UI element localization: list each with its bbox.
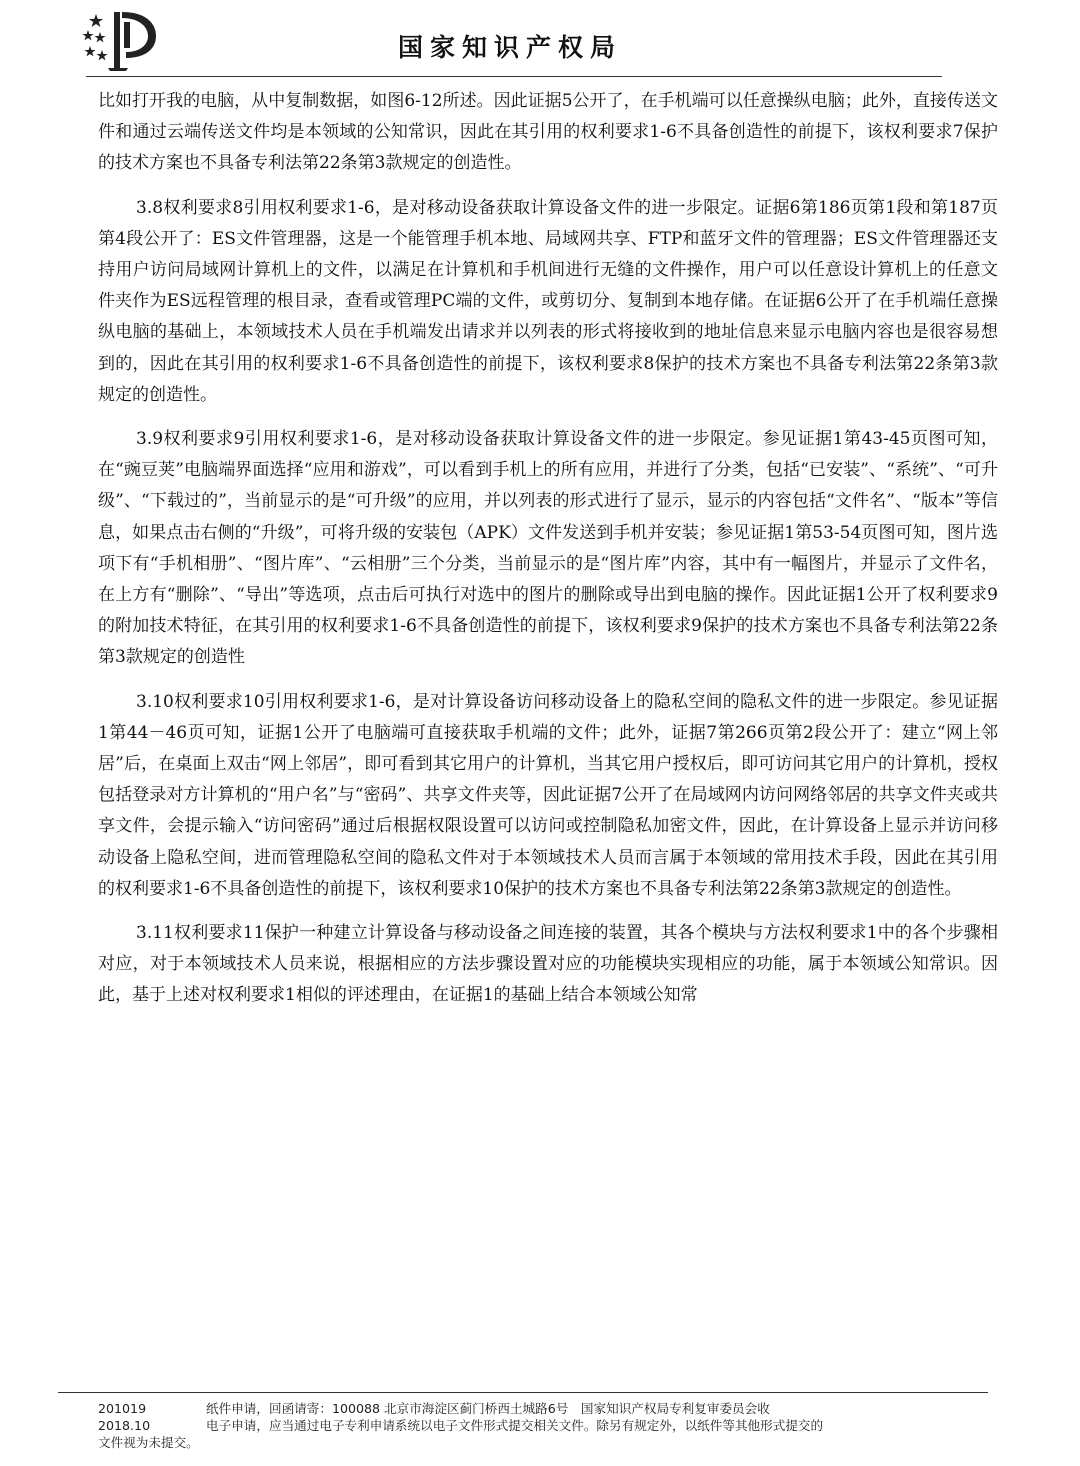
page-footer bbox=[98, 1400, 1003, 1451]
header-divider bbox=[86, 76, 942, 77]
org-title: 国家知识产权局 bbox=[398, 33, 623, 62]
mail-instruction: 纸件申请，回函请寄：100088 北京市海淀区蓟门桥西土城路6号 国家知识产权局专利复审委员会收 bbox=[206, 1401, 770, 1416]
paragraph-3-9: 3.9权利要求9引用权利要求1-6，是对移动设备获取计算设备文件的进一步限定。参见证据1第43-45页图可知，在“豌豆荚”电脑端界面选择“应用和游戏”，可以看到手机上的所有应用，并进行了分类，包括“已安装”、“系统”、“可升级”、“下载过的”，当前显示的是“可升级”的应用，并以列表的形式进行了显示，显示的内容包括“文件名”、“版本”等信息，如果点击右侧的“升级”，可将升级的安装包（APK）文件发送到手机并安装；参见证据1第53-54页图可知，图片选项下有“手机相册”、“图片库”、“云相册”三个分类，当前显示的是“图片库”内容，其中有一幅图片，并显示了文件名，在上方有“删除”、“导出”等选项，点击后可执行对选中的图片的删除或导出到电脑的操作。因此证据1公开了权利要求9的附加技术特征，在其引用的权利要求1-6不具备创造性的前提下，该权利要求9保护的技术方案也不具备专利法第22条第3款规定的创造性 bbox=[98, 429, 998, 668]
cnipa-emblem-icon bbox=[78, 8, 160, 72]
paragraph-3-11: 3.11权利要求11保护一种建立计算设备与移动设备之间连接的装置，其各个模块与方法权利要求1中的各个步骤相对应，对于本领域技术人员来说，根据相应的方法步骤设置对应的功能模块实现相应的功能，属于本领域公知常识。因此，基于上述对权利要求1相似的评述理由，在证据1的基础上结合本领域公知常 bbox=[98, 923, 998, 1006]
footer-line-mail bbox=[98, 1400, 1003, 1417]
paragraph-continuation: 比如打开我的电脑，从中复制数据，如图6-12所述。因此证据5公开了，在手机端可以任意操纵电脑；此外，直接传送文件和通过云端传送文件均是本领域的公知常识，因此在其引用的权利要求1-6不具备创造性的前提下，该权利要求7保护的技术方案也不具备专利法第22条第3款规定的创造性。 bbox=[98, 91, 998, 174]
footer-divider bbox=[58, 1392, 988, 1393]
electronic-instruction: 电子申请，应当通过电子专利申请系统以电子文件形式提交相关文件。除另有规定外，以纸件等其他形式提交的 bbox=[206, 1418, 824, 1433]
form-code: 201019 bbox=[98, 1401, 147, 1416]
page-header bbox=[0, 0, 1080, 80]
paragraph-3-8: 3.8权利要求8引用权利要求1-6，是对移动设备获取计算设备文件的进一步限定。证据6第186页第1段和第187页第4段公开了：ES文件管理器，这是一个能管理手机本地、局域网共享、FTP和蓝牙文件的管理器；ES文件管理器还支持用户访问局域网计算机上的文件，以满足在计算机和手机间进行无缝的文件操作，用户可以任意设计算机上的任意文件夹作为ES远程管理的根目录，查看或管理PC端的文件，或剪切分、复制到本地存储。在证据6公开了在手机端任意操纵电脑的基础上，本领域技术人员在手机端发出请求并以列表的形式将接收到的地址信息来显示电脑内容也是很容易想到的，因此在其引用的权利要求1-6不具备创造性的前提下，该权利要求8保护的技术方案也不具备专利法第22条第3款规定的创造性。 bbox=[98, 197, 998, 405]
document-body bbox=[98, 86, 998, 1025]
paragraph-3-10: 3.10权利要求10引用权利要求1-6，是对计算设备访问移动设备上的隐私空间的隐私文件的进一步限定。参见证据1第44－46页可知，证据1公开了电脑端可直接获取手机端的文件；此外，证据7第266页第2段公开了：建立“网上邻居”后，在桌面上双击“网上邻居”，即可看到其它用户的计算机，当其它用户授权后，即可访问其它用户的计算机，授权包括登录对方计算机的“用户名”与“密码”、共享文件夹等，因此证据7公开了在局域网内访问网络邻居的共享文件夹或共享文件，会提示输入“访问密码”通过后根据权限设置可以访问或控制隐私加密文件，因此，在计算设备上显示并访问移动设备上隐私空间，进而管理隐私空间的隐私文件对于本领域技术人员而言属于本领域的常用技术手段，因此在其引用的权利要求1-6不具备创造性的前提下，该权利要求10保护的技术方案也不具备专利法第22条第3款规定的创造性。 bbox=[98, 691, 998, 899]
footer-line-electronic bbox=[98, 1417, 1003, 1434]
form-version: 2018.10 bbox=[98, 1418, 151, 1433]
electronic-instruction-continued: 文件视为未提交。 bbox=[98, 1435, 199, 1450]
